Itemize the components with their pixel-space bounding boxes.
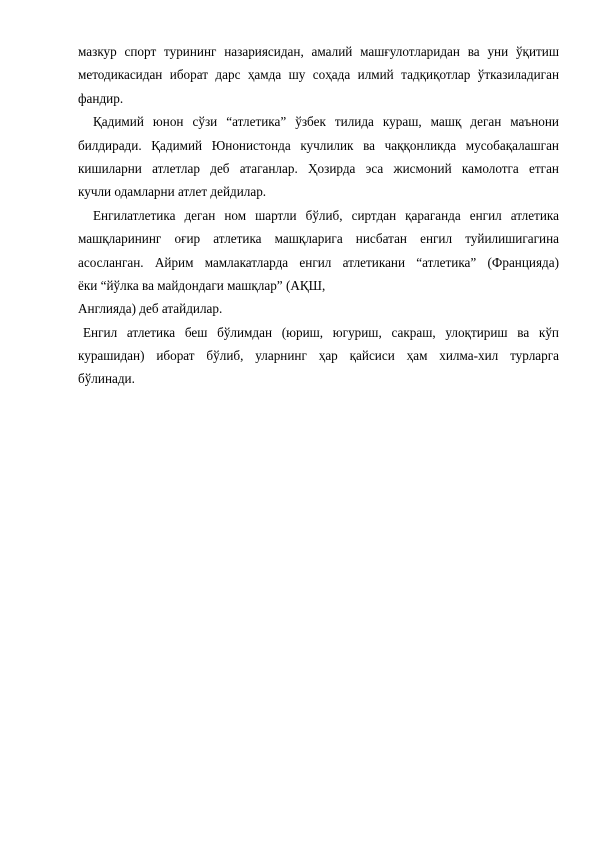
text-line-12: Англияда) деб атайдилар. (78, 301, 223, 317)
text-line-1: мазкур спорт турининг назариясидан, амалий машғулотларидан ва уни ўқитиш (78, 44, 559, 59)
text-line-9: машқларининг оғир атлетика машқларига нисбатан енгил туйилишигагина (78, 231, 559, 247)
text-line-5: билдиради. Қадимий Юнонистонда кучлилик ва чаққонликда мусобақалашган (78, 137, 559, 153)
text-line-8: Енгилатлетика деган ном шартли бўлиб, сиртдан қараганда енгил атлетика (93, 207, 559, 223)
document-body (78, 40, 559, 391)
text-line-14: курашидан) иборат бўлиб, уларнинг ҳар қайсиси ҳам хилма-хил турларга (78, 348, 559, 364)
text-line-4: Қадимий юнон сўзи “атлетика” ўзбек тилида кураш, машқ деган маънони (93, 114, 559, 130)
text-line-3: фандир. (78, 90, 124, 106)
text-line-15: бўлинади. (78, 371, 135, 387)
text-line-7: кучли одамларни атлет дейдилар. (78, 184, 267, 200)
text-line-11: ёки “йўлка ва майдондаги машқлар” (АҚШ, (78, 277, 326, 293)
text-line-10: асосланган. Айрим мамлакатларда енгил атлетикани “атлетика” (Францияда) (78, 254, 559, 270)
text-line-6: кишиларни атлетлар деб атаганлар. Ҳозирда эса жисмоний камолотга етган (78, 160, 559, 176)
text-line-13: Енгил атлетика беш бўлимдан (юриш, югуриш, сакраш, улоқтириш ва кўп (83, 324, 559, 340)
text-line-2: методикасидан иборат дарс ҳамда шу соҳада илмий тадқиқотлар ўтказиладиган (78, 67, 559, 83)
